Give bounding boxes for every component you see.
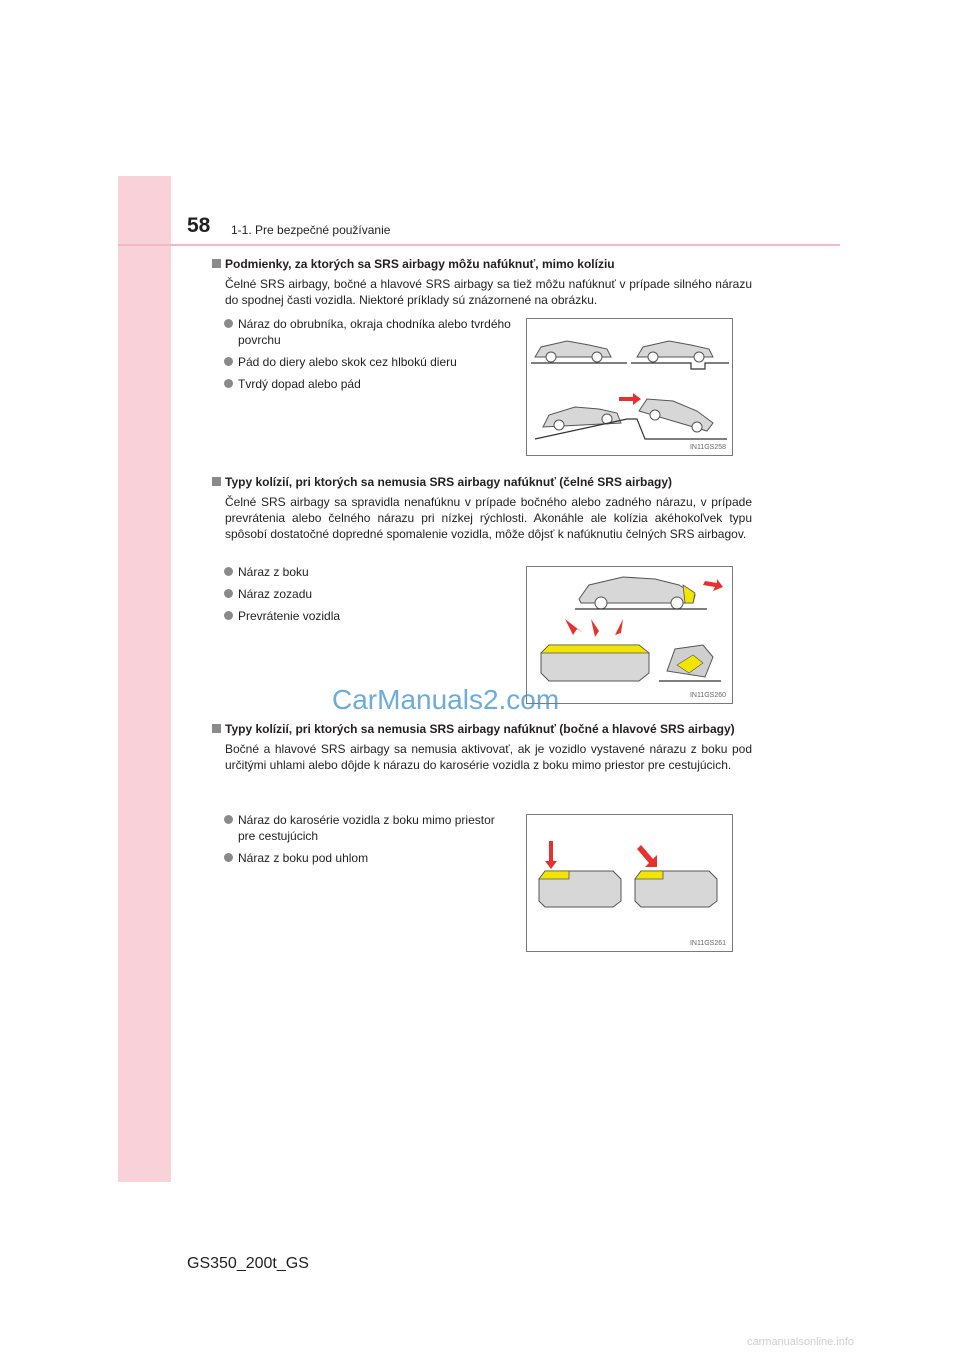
section-3 [212,721,752,773]
section-3-bullets [224,812,512,872]
figure-underbody-impact [526,318,733,456]
list-item: Náraz z boku pod uhlom [224,850,512,866]
section-2-bullets [224,564,512,630]
section-2-paragraph: Čelné SRS airbagy sa spravidla nenafúknu v prípade bočného alebo zadného nárazu, v prípade prevrátenia alebo čelného nárazu pri nízkej rýchlosti. Akonáhle ale kolízia akéhokoľvek typu spôsobí dostatočné dopredné spomalenie vozidla, môže dôjsť k nafúknutiu čelných SRS airbagov. [225,495,752,541]
side-band [118,176,171,1182]
round-bullet-icon [224,853,233,862]
list-item: Náraz z boku [224,564,512,580]
section-2-heading: Typy kolízií, pri ktorých sa nemusia SRS airbagy nafúknuť (čelné SRS airbagy) [212,474,752,490]
figure-code: IN11GS260 [689,692,726,699]
section-3-paragraph: Bočné a hlavové SRS airbagy sa nemusia aktivovať, ak je vozidlo vystavené nárazu z boku pod určitými uhlami alebo dôjde k nárazu do karosérie vozidla z boku mimo priestor pre cestujúcich. [225,742,752,772]
underbody-impact-illustration [527,319,732,455]
footer-site: carmanualsonline.info [747,1336,855,1348]
header-rule [118,244,840,246]
section-2 [212,474,752,542]
section-1-heading: Podmienky, za ktorých sa SRS airbagy môžu nafúknuť, mimo kolíziu [212,256,752,272]
round-bullet-icon [224,611,233,620]
figure-code: IN11GS261 [689,940,726,947]
section-3-heading: Typy kolízií, pri ktorých sa nemusia SRS airbagy nafúknuť (bočné a hlavové SRS airbagy) [212,721,752,737]
round-bullet-icon [224,319,233,328]
figure-side-non-cabin [526,814,733,952]
list-item: Náraz do karosérie vozidla z boku mimo priestor pre cestujúcich [224,812,512,844]
side-rear-rollover-illustration [527,567,732,703]
section-1-bullets [224,316,512,398]
list-item: Prevrátenie vozidla [224,608,512,624]
list-item: Tvrdý dopad alebo pád [224,376,512,392]
list-item: Náraz do obrubníka, okraja chodníka alebo tvrdého povrchu [224,316,512,348]
square-bullet-icon [212,259,221,268]
round-bullet-icon [224,589,233,598]
watermark: CarManuals2.com [332,684,560,715]
square-bullet-icon [212,724,221,733]
round-bullet-icon [224,379,233,388]
round-bullet-icon [224,567,233,576]
figure-code: IN11GS258 [689,444,726,451]
square-bullet-icon [212,477,221,486]
section-title: 1-1. Pre bezpečné používanie [231,223,391,237]
side-non-cabin-illustration [527,815,732,951]
page-number: 58 [187,214,211,237]
list-item: Náraz zozadu [224,586,512,602]
list-item: Pád do diery alebo skok cez hlbokú dieru [224,354,512,370]
section-1-paragraph: Čelné SRS airbagy, bočné a hlavové SRS airbagy sa tiež môžu nafúknuť v prípade silného nárazu do spodnej časti vozidla. Niektoré príklady sú znázornené na obrázku. [225,277,752,307]
footer-model: GS350_200t_GS [187,1255,309,1272]
section-1 [212,256,752,308]
round-bullet-icon [224,357,233,366]
round-bullet-icon [224,815,233,824]
